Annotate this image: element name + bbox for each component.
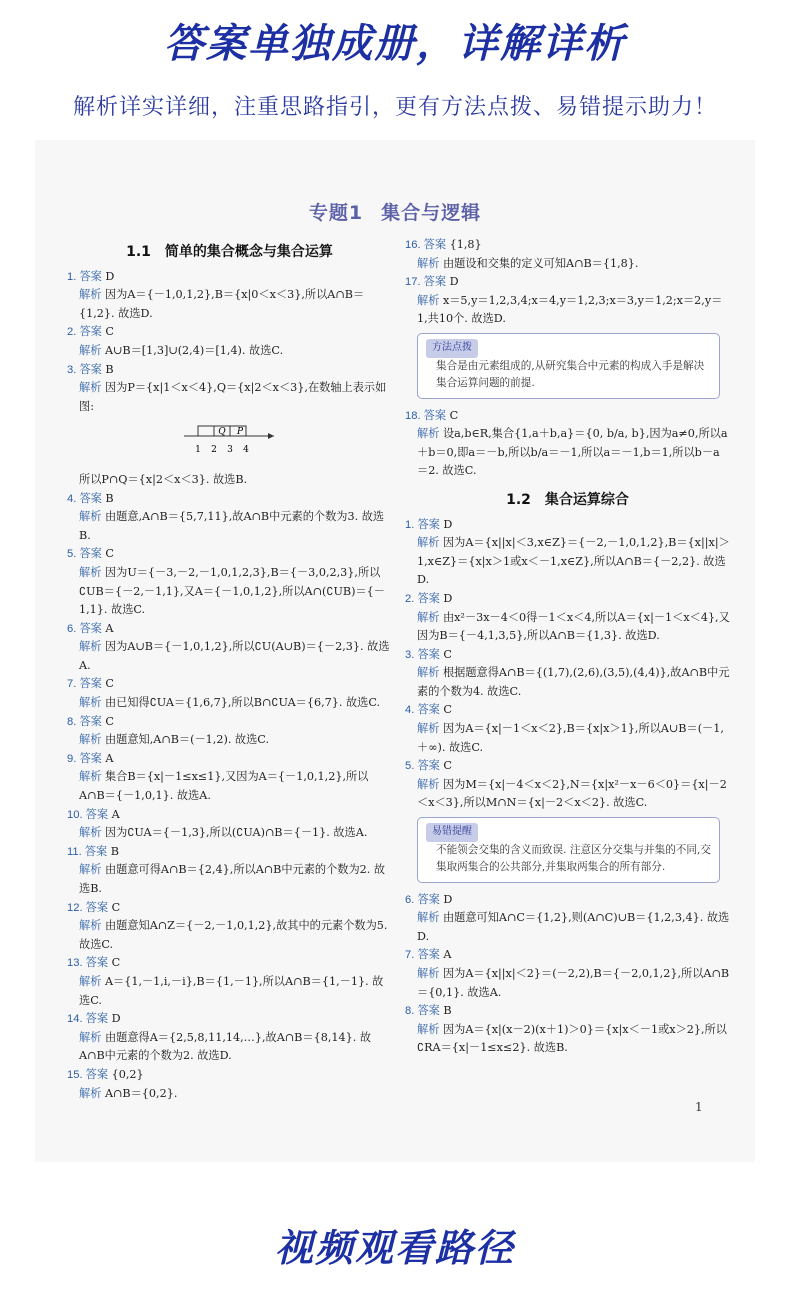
answer-label: 答案	[417, 703, 444, 717]
explain-label: 解析	[417, 666, 443, 680]
explain-label: 解析	[79, 770, 105, 784]
question-number: 1.	[67, 270, 80, 283]
method-tip-box	[417, 333, 720, 399]
explanation-text: 由题意知A∩Z＝{－2,－1,0,1,2},故其中的元素个数为5. 故选C.	[79, 919, 388, 951]
explain-label: 解析	[79, 974, 105, 988]
answer-value: B	[105, 491, 114, 505]
answer-value: D	[449, 275, 459, 289]
answer-value: D	[111, 1012, 121, 1026]
video-path-title: 视频观看路径	[274, 1226, 515, 1270]
answer-page-sample	[35, 140, 755, 1162]
answer-line	[67, 954, 392, 973]
answer-label: 答案	[79, 751, 106, 765]
answer-value: C	[443, 703, 452, 717]
explanation-text: 由题意知,A∩B＝(－1,2). 故选C.	[104, 733, 270, 747]
question-number: 1.	[405, 518, 418, 531]
explanation	[405, 909, 730, 946]
answer-value: C	[105, 714, 114, 728]
answer-line	[67, 268, 392, 287]
section-title: 1.1 简单的集合概念与集合运算	[126, 244, 333, 260]
promo-title: 答案单独成册，详解详析	[164, 21, 626, 67]
answer-item	[405, 891, 730, 947]
answer-list	[405, 516, 730, 814]
explanation	[67, 768, 392, 805]
answer-value: {1,8}	[449, 238, 482, 251]
answer-value: C	[443, 647, 452, 661]
explanation	[405, 534, 730, 590]
explanation-text: 因为P＝{x|1＜x＜4},Q＝{x|2＜x＜3},在数轴上表示如图:	[79, 381, 387, 413]
answer-value: D	[443, 517, 453, 531]
answer-item	[67, 545, 392, 619]
axis-arrow	[268, 433, 274, 439]
answer-line	[67, 750, 392, 769]
answer-item	[405, 757, 730, 813]
answer-item	[67, 750, 392, 806]
answer-label: 答案	[79, 269, 106, 283]
question-number: 2.	[67, 326, 80, 339]
answer-line	[67, 713, 392, 732]
error-tip-box	[417, 817, 720, 883]
explain-label: 解析	[79, 919, 105, 933]
explain-label: 解析	[417, 777, 443, 791]
question-number: 7.	[405, 949, 418, 962]
explanation	[67, 638, 392, 675]
answer-value: A	[105, 621, 114, 635]
answer-label: 答案	[417, 892, 444, 906]
question-number: 2.	[405, 592, 418, 605]
explanation	[67, 917, 392, 954]
answer-item	[67, 713, 392, 750]
answer-label: 答案	[417, 591, 444, 605]
answer-label: 答案	[79, 547, 106, 561]
answer-item	[405, 701, 730, 757]
explanation	[67, 973, 392, 1010]
explanation-text: A∪B＝[1,3]∪(2,4)＝[1,4). 故选C.	[104, 343, 284, 357]
answer-item	[405, 646, 730, 702]
topic-heading	[35, 198, 755, 225]
answer-item	[405, 946, 730, 1002]
question-number: 8.	[405, 1005, 418, 1018]
answer-item	[67, 1010, 392, 1066]
explain-label: 解析	[79, 510, 105, 524]
answer-line	[405, 946, 730, 965]
topic-name: 集合与逻辑	[381, 202, 482, 224]
answer-value: B	[443, 1004, 452, 1018]
answer-value: C	[105, 547, 114, 561]
explain-label: 解析	[417, 256, 443, 270]
explanation-text: 根据题意得A∩B＝{(1,7),(2,6),(3,5),(4,4)},故A∩B中元素的个数为4. 故选C.	[417, 666, 730, 698]
explanation	[405, 965, 730, 1002]
explanation	[405, 609, 730, 646]
explanation-text: A∩B＝{0,2}.	[104, 1086, 178, 1100]
answer-line	[67, 899, 392, 918]
answer-list	[67, 268, 392, 1104]
explanation	[67, 342, 392, 361]
explanation	[67, 824, 392, 843]
question-number: 12.	[67, 901, 86, 914]
explanation	[67, 1085, 392, 1104]
answer-label: 答案	[79, 325, 106, 339]
explain-label: 解析	[79, 1086, 105, 1100]
answer-label: 答案	[417, 759, 444, 773]
explanation	[405, 720, 730, 757]
answer-line	[67, 620, 392, 639]
question-number: 14.	[67, 1013, 86, 1026]
question-number: 7.	[67, 678, 80, 691]
answer-line	[67, 806, 392, 825]
answer-line	[405, 407, 730, 426]
explanation	[405, 776, 730, 813]
answer-label: 答案	[423, 238, 450, 251]
answer-item	[67, 1066, 392, 1103]
method-tip-text: 集合是由元素组成的,从研究集合中元素的构成入手是解决集合运算问题的前提.	[436, 359, 705, 389]
explanation-text: 因为A＝{x|－1＜x＜2},B＝{x|x＞1},所以A∪B＝(－1,＋∞). 故选C.	[417, 722, 724, 754]
answer-value: C	[111, 900, 121, 914]
answer-line	[405, 891, 730, 910]
explanation	[67, 564, 392, 620]
explanation	[405, 664, 730, 701]
answer-line	[405, 646, 730, 665]
answer-line	[405, 701, 730, 720]
explanation-text: 因为A∪B＝{－1,0,1,2},所以∁U(A∪B)＝{－2,3}. 故选A.	[79, 640, 390, 672]
answer-value: D	[105, 269, 115, 283]
tick-label: 2	[210, 445, 217, 456]
answer-line	[67, 675, 392, 694]
answer-value: B	[110, 844, 120, 858]
answer-label: 答案	[417, 517, 444, 531]
explain-label: 解析	[79, 826, 105, 840]
method-tip-tag: 方法点拨	[426, 339, 478, 358]
explanation	[67, 508, 392, 545]
answer-label: 答案	[79, 677, 106, 691]
question-number: 8.	[67, 715, 80, 728]
answer-line	[405, 1002, 730, 1021]
explain-label: 解析	[417, 293, 443, 307]
explanation-text: 因为A＝{x|(x－2)(x＋1)＞0}＝{x|x＜－1或x＞2},所以∁RA＝{x|－1≤x≤2}. 故选B.	[417, 1022, 727, 1055]
question-number: 16.	[405, 239, 424, 251]
explanation-text: 因为A＝{x||x|＜3,x∈Z}＝{－2,－1,0,1,2},B＝{x||x|＞1,x∈Z}＝{x|x＞1或x＜－1,x∈Z},所以A∩B＝{－2,2}. 故选D.	[417, 536, 730, 587]
answer-line	[405, 236, 730, 255]
explanation-text: 由题意,A∩B＝{5,7,11},故A∩B中元素的个数为3. 故选B.	[79, 510, 385, 542]
answer-value: D	[443, 892, 453, 906]
answer-value: C	[443, 759, 452, 773]
answer-item	[67, 899, 392, 955]
tick-label: 4	[242, 445, 249, 456]
explanation-text: 由题意可得A∩B＝{2,4},所以A∩B中元素的个数为2. 故选B.	[79, 863, 386, 895]
explain-label: 解析	[79, 288, 105, 302]
answer-item	[67, 268, 392, 324]
answer-item	[67, 490, 392, 546]
explanation	[405, 255, 730, 274]
tick-label: 3	[226, 445, 233, 456]
tick-label: 1	[194, 445, 201, 456]
explanation-text: 因为U＝{－3,－2,－1,0,1,2,3},B＝{－3,0,2,3},所以∁UB＝{－2,－1,1},又A＝{－1,0,1,2},所以A∩(∁UB)＝{－1,1}. 故选C.	[79, 565, 385, 617]
answer-label: 答案	[85, 900, 112, 914]
question-number: 5.	[405, 760, 418, 773]
left-column	[67, 240, 392, 1103]
answer-line	[67, 1066, 392, 1085]
answer-label: 答案	[417, 948, 444, 962]
question-number: 5.	[67, 548, 80, 561]
explain-label: 解析	[417, 967, 443, 980]
answer-item	[405, 236, 730, 273]
explanation	[405, 292, 730, 329]
explanation-text: 由x²－3x－4＜0得－1＜x＜4,所以A＝{x|－1＜x＜4},又因为B＝{－4,1,3,5},所以A∩B＝{1,3}. 故选D.	[417, 610, 730, 643]
explain-label: 解析	[79, 1030, 105, 1044]
answer-value: B	[105, 362, 114, 376]
question-number: 4.	[67, 492, 80, 505]
answer-line	[405, 273, 730, 292]
answer-label: 答案	[84, 844, 111, 858]
explanation-text: 因为A＝{x||x|＜2}＝(－2,2),B＝{－2,0,1,2},所以A∩B＝{0,1}. 故选A.	[417, 967, 730, 999]
answer-label: 答案	[423, 408, 450, 422]
answer-line	[67, 843, 392, 862]
answer-item	[67, 806, 392, 843]
explain-label: 解析	[417, 536, 443, 550]
answer-value: C	[105, 325, 114, 339]
answer-item	[405, 516, 730, 590]
explain-label: 解析	[79, 696, 105, 710]
answer-line	[67, 361, 392, 380]
answer-line	[67, 545, 392, 564]
explanation-text: 由题意可知A∩C＝{1,2},则(A∩C)∪B＝{1,2,3,4}. 故选D.	[417, 911, 730, 943]
answer-value: A	[105, 751, 114, 765]
answer-label: 答案	[417, 1004, 444, 1018]
answer-value: {0,2}	[111, 1067, 144, 1081]
page-number: 1	[695, 1100, 703, 1114]
answer-list	[405, 236, 730, 329]
explain-label: 解析	[79, 640, 105, 654]
answer-value: D	[443, 591, 453, 605]
explanation	[67, 1029, 392, 1066]
answer-item	[67, 843, 392, 899]
answer-item	[405, 273, 730, 329]
explain-label: 解析	[79, 733, 105, 747]
question-number: 6.	[405, 893, 418, 906]
explanation-text: 由已知得∁UA＝{1,6,7},所以B∩∁UA＝{6,7}. 故选C.	[104, 696, 381, 710]
answer-line	[405, 516, 730, 535]
question-number: 10.	[67, 808, 86, 821]
explain-label: 解析	[417, 610, 443, 624]
explanation-text: x＝5,y＝1,2,3,4;x＝4,y＝1,2,3;x＝3,y＝1,2;x＝2,y＝1,共10个. 故选D.	[417, 293, 723, 326]
question-number: 15.	[67, 1068, 86, 1081]
explanation	[67, 694, 392, 713]
explanation-text: 因为M＝{x|－4＜x＜2},N＝{x|x²－x－6＜0}＝{x|－2＜x＜3},所以M∩N＝{x|－2＜x＜2}. 故选C.	[417, 777, 727, 810]
explanation-text: 由题意得A＝{2,5,8,11,14,…},故A∩B＝{8,14}. 故A∩B中元素的个数为2. 故选D.	[79, 1030, 372, 1063]
section-title: 1.2 集合运算综合	[506, 491, 629, 508]
number-line-diagram	[182, 422, 278, 456]
explain-label: 解析	[79, 863, 105, 877]
explanation-text: 因为A＝{－1,0,1,2},B＝{x|0＜x＜3},所以A∩B＝{1,2}. 故选D.	[79, 288, 365, 320]
explanation-text: 设a,b∈R,集合{1,a＋b,a}＝{0, b/a, b},因为a≠0,所以a＋b＝0,即a＝－b,所以b/a＝－1,所以a＝－1,b＝1,所以b－a＝2. 故选C.	[417, 427, 728, 478]
answer-item	[405, 1002, 730, 1058]
explain-label: 解析	[417, 911, 443, 925]
question-number: 11.	[67, 845, 85, 858]
error-tip-tag: 易错提醒	[426, 823, 478, 842]
answer-item	[67, 675, 392, 712]
explanation-text: 集合B＝{x|－1≤x≤1},又因为A＝{－1,0,1,2},所以A∩B＝{－1,0,1}. 故选A.	[79, 770, 369, 803]
explain-label: 解析	[79, 343, 105, 357]
answer-item	[405, 407, 730, 481]
answer-value: C	[111, 956, 121, 970]
interval-label: Q	[217, 427, 226, 438]
answer-label: 答案	[79, 362, 106, 376]
explanation-text: A＝{1,－1,i,－i},B＝{1,－1},所以A∩B＝{1,－1}. 故选C.	[79, 974, 384, 1007]
answer-label: 答案	[417, 647, 444, 661]
explanation-text: 由题设和交集的定义可知A∩B＝{1,8}.	[442, 256, 639, 270]
explain-label: 解析	[79, 381, 105, 395]
question-number: 13.	[67, 957, 86, 970]
question-number: 3.	[67, 363, 80, 376]
answer-label: 答案	[85, 1012, 112, 1026]
number-line-figure	[67, 422, 392, 463]
right-column	[405, 236, 730, 1058]
answer-label: 答案	[85, 1067, 112, 1081]
explanation	[405, 1021, 730, 1058]
answer-label: 答案	[85, 956, 112, 970]
answer-value: A	[443, 948, 452, 962]
answer-list	[405, 891, 730, 1058]
answer-item	[67, 954, 392, 1010]
promo-subtitle: 解析详实详细，注重思路指引，更有方法点拨、易错提示助力！	[72, 95, 717, 120]
answer-label: 答案	[423, 275, 450, 289]
answer-line	[67, 323, 392, 342]
question-number: 17.	[405, 276, 424, 289]
explanation	[67, 861, 392, 898]
answer-item	[405, 590, 730, 646]
answer-value: C	[105, 677, 114, 691]
question-number: 6.	[67, 622, 80, 635]
answer-value: C	[449, 408, 459, 422]
answer-label: 答案	[85, 807, 112, 821]
explanation	[405, 425, 730, 481]
question-number: 3.	[405, 648, 418, 661]
answer-item	[67, 361, 392, 490]
explain-label: 解析	[417, 1022, 443, 1036]
explain-label: 解析	[417, 722, 443, 736]
question-number: 9.	[67, 752, 80, 765]
explain-label: 解析	[79, 565, 105, 579]
answer-line	[405, 590, 730, 609]
explanation	[67, 379, 392, 416]
answer-line	[67, 490, 392, 509]
explanation	[67, 731, 392, 750]
interval-label: P	[236, 427, 243, 438]
answer-value: A	[111, 807, 120, 821]
explanation-text: 因为∁UA＝{－1,3},所以(∁UA)∩B＝{－1}. 故选A.	[104, 826, 368, 840]
explain-label: 解析	[417, 427, 443, 441]
error-tip-text: 不能领会交集的含义而致误. 注意区分交集与并集的不同,交集取两集合的公共部分,并集取两集合的所有部分.	[436, 843, 711, 873]
explanation-conclusion: 所以P∩Q＝{x|2＜x＜3}. 故选B.	[79, 472, 248, 486]
explanation	[67, 286, 392, 323]
answer-label: 答案	[79, 714, 106, 728]
answer-item	[67, 323, 392, 360]
question-number: 4.	[405, 704, 418, 717]
topic-number: 专题1	[308, 202, 364, 224]
answer-label: 答案	[79, 491, 106, 505]
answer-item	[67, 620, 392, 676]
question-number: 18.	[405, 409, 424, 422]
answer-line	[405, 757, 730, 776]
answer-label: 答案	[79, 621, 106, 635]
answer-line	[67, 1010, 392, 1029]
answer-list	[405, 407, 730, 481]
